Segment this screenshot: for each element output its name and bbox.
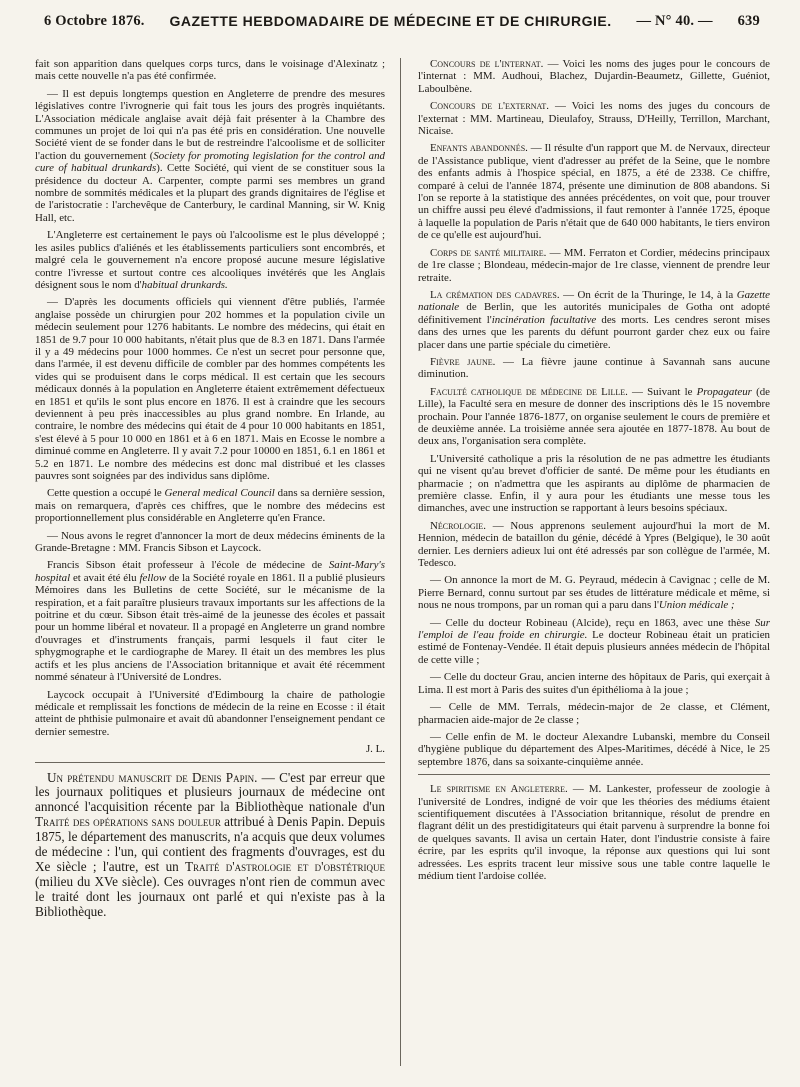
section-lead: Corps de santé militaire. <box>430 246 547 259</box>
text: — Il est depuis longtemps question en Angleterre de prendre des mesures législatives contre l'ivrognerie qui fait tous les jours des progrès inquiétants. L'Association médicale anglaise avait déjà fait présenter à la Chambre des communes un projet de loi qui n'a pas été pris en considération. Une nouvelle Société vient de se fonder dans le but de restreindre l'alcoolisme et de solliciter l'action du gouvernement ( <box>35 87 385 162</box>
hospital-name: Saint-Mary's hospital <box>35 559 385 584</box>
paragraph-cremation <box>418 289 770 351</box>
section-lead: Un prétendu manuscrit de Denis Papin. <box>47 769 258 785</box>
text: — On écrit de la Thuringe, le 14, à la <box>559 288 737 301</box>
newspaper-name: Gazette nationale <box>418 288 770 314</box>
paragraph-sibson <box>35 559 385 683</box>
text: attribué à Denis Papin. Depuis 1875, le département des manuscrits, n'a acquis que deux volumes de médecine : l'un, qui contient des fragments d'ouvrages, est du Xe siècle ; l'autre, est un <box>35 814 385 874</box>
paragraph-peyraud <box>418 574 770 611</box>
section-lead: La crémation des cadavres. <box>430 288 560 301</box>
section-lead: Concours de l'externat. <box>430 100 550 113</box>
text: dans sa dernière session, mais on remarquera, d'après ces chiffres, que le nombre des médecins est proportionnellement plus considérable en Angleterre qu'en France. <box>35 487 385 525</box>
separator <box>35 762 385 763</box>
paragraph-obituary-intro: — Nous avons le regret d'annoncer la mort de deux médecins éminents de la Grande-Bretagne : MM. Francis Sibson et Laycock. <box>35 529 385 555</box>
section-lead: Concours de l'internat. <box>430 58 544 70</box>
section-lead: Enfants abandonnés. <box>430 142 528 155</box>
treatise-title: Traité des opérations sans douleur <box>35 814 221 830</box>
paragraph-terrals: — Celle de MM. Terrals, médecin-major de 2e classe, et Clément, pharmacien aide-major de 2e classe ; <box>418 701 770 726</box>
text: (milieu du XVe siècle). Ces ouvrages n'ont rien de commun avec le traité dont les journaux ont parlé et qui n'existe pas à la Bibliothèque. <box>35 873 385 919</box>
text: Le docteur Robineau était un praticien estimé de Fontenay-Vendée. Il était depuis plusieurs années médecin de l'hôpital de cette ville ; <box>418 629 770 666</box>
council-name: General medical Council <box>164 487 275 500</box>
paragraph-universite: L'Université catholique a pris la résolution de ne pas admettre les étudiants qui ne visent qu'au brevet d'officier de santé. De même pour les étudiants en pharmacie ; on n'admettra que les aspirants au diplôme de pharmacien de première classe. Enfin, il y aura pour les étudiants une messe tous les dimanches, avec une instruction se rapportant à leurs besoins spéciaux. <box>418 452 770 515</box>
text: Francis Sibson était professeur à l'école de médecine de <box>47 559 329 572</box>
text: — On annonce la mort de M. G. Peyraud, médecin à Cavignac ; celle de M. Pierre Bernard, connu surtout par ses études de littérature médicale et même, si nous ne nous trompons, par un roman qui a paru dans l' <box>418 574 770 612</box>
section-lead: Faculté catholique de médecine de Lille. <box>430 385 628 398</box>
newspaper-name: Propagateur <box>696 385 752 398</box>
paragraph-necrologie <box>418 520 770 570</box>
text: — Il résulte d'un rapport que M. de Nervaux, directeur de l'Assistance publique, vient d'adresser au préfet de la Seine, que le nombre des enfants admis à l'hospice spécial, en 1875, a été de 2338. Ce chiffre, comparé à celui de l'année 1874, présente une diminution de 808 abandons. Si l'on se reporte à la statistique des années précédentes, on voit que, pour trouver un chiffre aussi peu élevé d'admissions, il faut remonter à l'année 1725, époque à laquelle la population de Paris n'était que de 640 000 habitants, le tiers environ de ce qu'elle est aujourd'hui. <box>418 142 770 242</box>
text: (de Lille), la Faculté sera en mesure de donner des inscriptions dès le 15 novembre prochain. Pour l'année 1876-1877, on organise seulement le cours de première et de deuxième année. La troisième année sera ajoutée en 1877-1878. Au bout de deux ans, l'organisation sera complète. <box>418 385 770 448</box>
separator <box>418 774 770 775</box>
paragraph-lille <box>418 386 770 448</box>
section-lead: Le spiritisme en Angleterre. <box>430 783 568 796</box>
journal-name: Union médicale ; <box>658 599 735 612</box>
text: ). Cette Société, qui vient de se constituer sous la présidence du docteur A. Carpenter, compte parmi ses membres un grand nombre de sommités médicales et la plupart des grands dignitaires de l'église et de l'aristocratie : l'archevêque de Canterbury, le cardinal Manning, sir W. Knig Hall, etc. <box>35 162 385 224</box>
text: de Berlin, que les autorités municipales de Gotha ont adopté définitivement l' <box>418 301 770 326</box>
paragraph-corps-sante <box>418 247 770 284</box>
paragraph-fievre <box>418 356 770 381</box>
paragraph-lubanski: — Celle enfin de M. le docteur Alexandre Lubanski, membre du Conseil d'hygiène publique du département des Alpes-Maritimes, décédé à Nice, le 25 septembre 1876, dans sa soixante-cinquième année. <box>418 730 770 768</box>
title-word: fellow <box>139 571 167 584</box>
column-rule <box>400 58 401 1066</box>
paragraph-council <box>35 487 385 524</box>
section-lead: Fièvre jaune. <box>430 355 496 368</box>
treatise-title: Traité d'astrologie et d'obstétrique <box>185 858 385 874</box>
paragraph-externat <box>418 100 770 137</box>
text: — Voici les noms des juges pour le concours de l'internat : MM. Audhoui, Blachez, Dujardin-Beaumetz, Gillette, Guéniot, Laboulbène. <box>418 58 770 95</box>
left-column <box>35 58 385 1068</box>
journal-title: GAZETTE HEBDOMADAIRE DE MÉDECINE ET DE CHIRURGIE. <box>169 13 612 29</box>
text: — C'est par erreur que les journaux politiques et plusieurs journaux de médecine ont annoncé l'acquisition récente par la Bibliothèque nationale d'un <box>35 769 385 815</box>
text: — La fièvre jaune continue à Savannah sans aucune diminution. <box>418 355 770 381</box>
paragraph-spiritisme <box>418 783 770 882</box>
term: incinération facultative <box>491 313 597 326</box>
paragraph-england-alcoholism <box>35 229 385 291</box>
paragraph-laycock: Laycock occupait à l'Université d'Edimbourg la chaire de pathologie médicale et remplissait les fonctions de médecin de la reine en Ecosse : il était atteint de phthisie pulmonaire et avait dû abandonner l'enseignement pendant ce dernier semestre. <box>35 688 385 738</box>
text: — Celle du docteur Robineau (Alcide), reçu en 1863, avec une thèse <box>430 616 755 629</box>
right-column <box>418 58 770 1068</box>
paragraph-alcoholism-law <box>35 88 385 224</box>
text: — MM. Ferraton et Cordier, médecins principaux de 1re classe ; Blondeau, médecin-major de 1re classe, viennent de prendre leur retraite. <box>418 246 770 284</box>
text: — Suivant le <box>627 385 697 398</box>
society-name: Society for promoting legislation for the control and cure of habitual drunkards <box>35 149 385 175</box>
paragraph-robineau <box>418 617 770 667</box>
text: — Voici les noms des juges du concours de l'externat : MM. Martineau, Dieulafoy, Strauss, D'Heilly, Terrillon, Marchant, Nicaise. <box>418 100 770 138</box>
page-header <box>44 6 760 36</box>
text: de la Société royale en 1861. Il a publié plusieurs Mémoires dans les Bulletins de cette Société, sur le mécanisme de la respiration, et a fait paraître plusieurs travaux importants sur les affections de la poitrine et du cœur. Sibson était très-aimé de la jeunesse des écoles et passait pour un homme libéral et novateur. Il a propagé en Angleterre un grand nombre d'ouvrages et d'instruments français, parmi lesquels il faut citer le sphygmographe et le cardiographe de Marey. Il était un des membres les plus actifs et les plus anciens de l'Association britannique et avait été récemment nommé sénateur à l'Université de Londres. <box>35 571 385 684</box>
paragraph-grau: — Celle du docteur Grau, ancien interne des hôpitaux de Paris, qui exerçait à Lima. Il est mort à Paris des suites d'un épithélioma à la joue ; <box>418 671 770 696</box>
paragraph-doctor-statistics: — D'après les documents officiels qui viennent d'être publiés, l'armée anglaise possède un chirurgien pour 202 hommes et la population civile un médecin seulement pour 1276 habitants. Le nombre des médecins, qui était en 1851 de 9.7 pour 10 000 habitants, n'était plus que de 8.3 en 1871. Dans l'armée il y a 49 médecins pour 1000 hommes. Ce n'est un secret pour personne que, dans l'armée, il est devenu difficile de combler par des hommes compétents les vides qui se produisent dans le corps médical. Il est certain que les secours médicaux donnés à la population en Angleterre étaient extrêmement défectueux en 1851 et qu'ils le sont plus encore en 1876. Il est à craindre que les secours deviennent à peu près inaccessibles au plus grand nombre. En Irlande, au contraire, le nombre des médecins qui était de 4 pour 10 000 habitants en 1851, s'est élevé à 5 pour 10 000 en 1861 et à 6 en 1871. Mais en Ecosse le nombre a diminué comme en Angleterre. Il y avait 7.2 pour 10000 en 1851, 6.1 en 1861 et 5.2 en 1871. Le nombre des médecins est donc mal distribué et les classes pauvres sont soignées par des individus sans diplôme. <box>35 296 385 482</box>
issue-number: — N° 40. — <box>636 12 713 29</box>
page-number: 639 <box>737 12 760 29</box>
signature-initials: J. L. <box>365 743 385 756</box>
paragraph-internat <box>418 58 770 95</box>
text: et avait été élu <box>70 571 140 584</box>
paragraph-papin <box>35 771 385 920</box>
text: des morts. Les cendres seront mises dans des urnes que les parents du défunt pourront garder chez eux ou faire placer dans une partie spéciale du cimetière. <box>418 313 770 351</box>
paragraph-enfants <box>418 142 770 241</box>
text: — Nous apprenons seulement aujourd'hui la mort de M. Hennion, médecin de bataillon du génie, décédé à Ypres (Belgique), le 30 août dernier. Les derniers adieux lui ont été adressés par son collègue de l'armée, M. Tedesco. <box>418 519 770 570</box>
paragraph: fait son apparition dans quelques corps turcs, dans le voisinage d'Alexinatz ; mais cette nouvelle n'a pas été confirmée. <box>35 58 385 83</box>
section-lead: Nécrologie. <box>430 519 486 532</box>
issue-date: 6 Octobre 1876. <box>44 12 145 29</box>
thesis-title: Sur l'emploi de l'eau froide en chirurgie. <box>418 616 770 642</box>
text: L'Angleterre est certainement le pays où l'alcoolisme est le plus développé ; les asiles publics d'aliénés et les établissements particuliers sont encombrés, et malgré cela le gouvernement n'a encore proposé aucune mesure législative contre l'ivresse et surtout contre ces alcooliques invétérés que les Anglais désignent sous le nom d' <box>35 229 385 291</box>
term: habitual drunkards. <box>141 278 228 291</box>
text: Cette question a occupé le <box>47 487 165 500</box>
text: — M. Lankester, professeur de zoologie à l'université de Londres, indigné de voir que les théories des médiums étaient scientifiquement discutées à l'Association britannique, résolut de prendre en flagrant délit un des prestidigitateurs qui était parvenu à surprendre la bonne foi de quelques savants. Il avisa un certain Hater, dont l'industrie consiste à faire écrire, par les esprits qu'il invoque, la réponse aux questions qui lui sont adressées. Les esprits tracent leur missive sous une table contre laquelle le médium tient l'ardoise collée. <box>418 783 770 882</box>
